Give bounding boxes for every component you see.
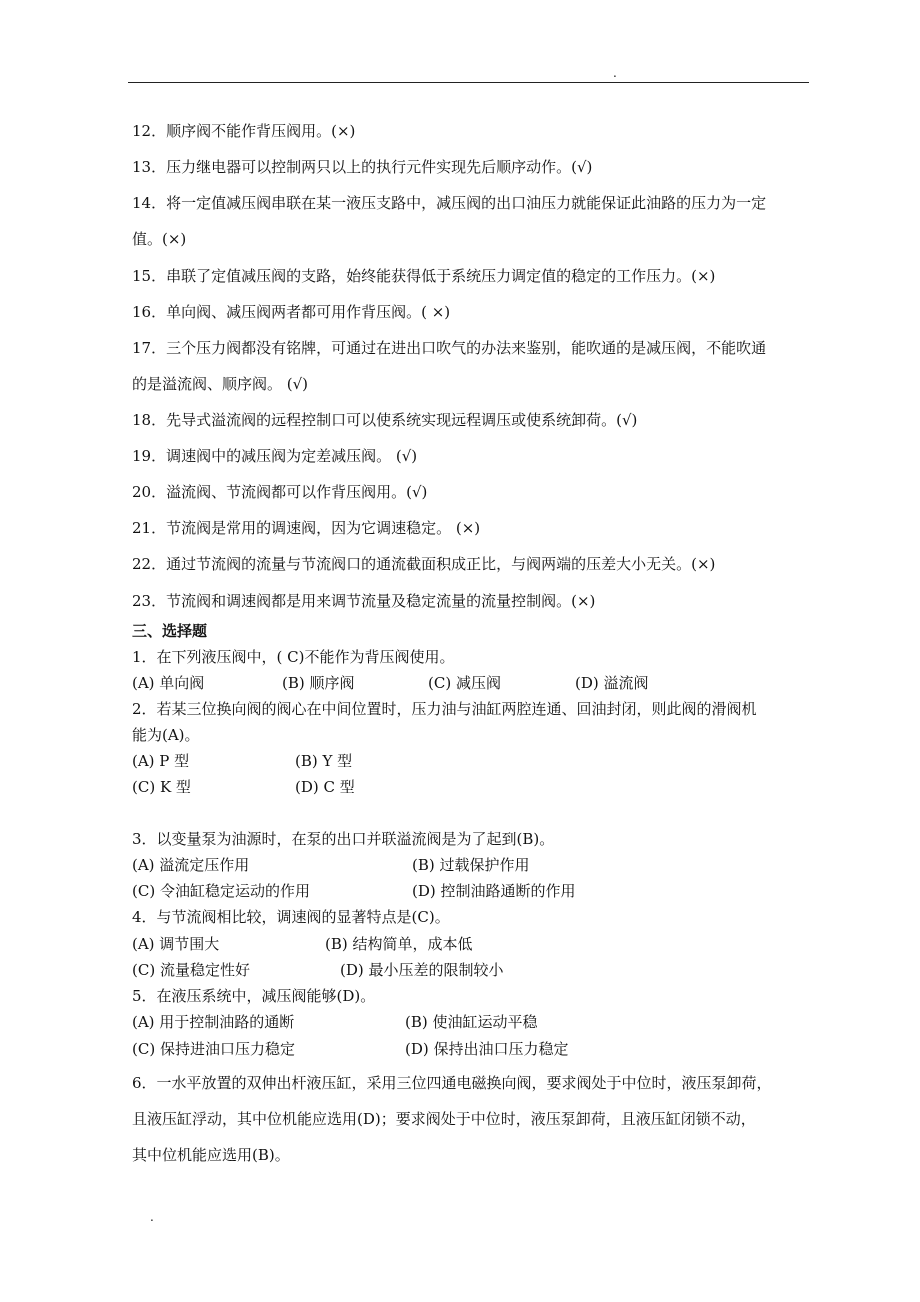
q4-option-a: (A) 调节围大 bbox=[132, 935, 220, 953]
tf-item-19: 19．调速阀中的减压阀为定差减压阀。 (√) bbox=[132, 447, 418, 465]
q4-option-d: (D) 最小压差的限制较小 bbox=[340, 961, 504, 979]
q1-option-a: (A) 单向阀 bbox=[132, 674, 205, 692]
q1-option-c: (C) 减压阀 bbox=[428, 674, 501, 692]
q5-option-a: (A) 用于控制油路的通断 bbox=[132, 1013, 295, 1031]
tf-item-21: 21．节流阀是常用的调速阀，因为它调速稳定。 (×) bbox=[132, 519, 481, 537]
q2-option-a: (A) P 型 bbox=[132, 752, 190, 770]
header-mark: . bbox=[613, 66, 617, 80]
q3-option-b: (B) 过载保护作用 bbox=[412, 856, 530, 874]
mc-question-4: 4．与节流阀相比较，调速阀的显著特点是(C)。 bbox=[132, 908, 450, 926]
mc-question-6-cont-2: 其中位机能应选用(B)。 bbox=[132, 1146, 290, 1164]
q2-option-d: (D) C 型 bbox=[295, 778, 355, 796]
tf-item-20: 20．溢流阀、节流阀都可以作背压阀用。(√) bbox=[132, 483, 428, 501]
q4-option-b: (B) 结构简单，成本低 bbox=[325, 935, 473, 953]
tf-item-22: 22．通过节流阀的流量与节流阀口的通流截面积成正比，与阀两端的压差大小无关。(×) bbox=[132, 555, 716, 573]
footer-mark: . bbox=[150, 1210, 154, 1224]
q5-option-c: (C) 保持进油口压力稳定 bbox=[132, 1040, 295, 1058]
q1-option-b: (B) 顺序阀 bbox=[282, 674, 355, 692]
q1-option-d: (D) 溢流阀 bbox=[575, 674, 649, 692]
mc-question-5: 5．在液压系统中，减压阀能够(D)。 bbox=[132, 987, 376, 1005]
q2-option-c: (C) K 型 bbox=[132, 778, 191, 796]
q2-option-b: (B) Y 型 bbox=[295, 752, 353, 770]
tf-item-14: 14．将一定值减压阀串联在某一液压支路中，减压阀的出口油压力就能保证此油路的压力为一定 bbox=[132, 194, 767, 212]
q5-option-b: (B) 使油缸运动平稳 bbox=[405, 1013, 538, 1031]
q3-option-a: (A) 溢流定压作用 bbox=[132, 856, 250, 874]
mc-question-3: 3．以变量泵为油源时，在泵的出口并联溢流阀是为了起到(B)。 bbox=[132, 830, 555, 848]
tf-item-23: 23．节流阀和调速阀都是用来调节流量及稳定流量的流量控制阀。(×) bbox=[132, 592, 596, 610]
tf-item-12: 12．顺序阀不能作背压阀用。(×) bbox=[132, 122, 356, 140]
tf-item-18: 18．先导式溢流阀的远程控制口可以使系统实现远程调压或使系统卸荷。(√) bbox=[132, 411, 638, 429]
q5-option-d: (D) 保持出油口压力稳定 bbox=[405, 1040, 569, 1058]
mc-question-2: 2．若某三位换向阀的阀心在中间位置时，压力油与油缸两腔连通、回油封闭，则此阀的滑阀机 bbox=[132, 700, 757, 718]
tf-item-16: 16．单向阀、减压阀两者都可用作背压阀。( ×) bbox=[132, 303, 451, 321]
q3-option-d: (D) 控制油路通断的作用 bbox=[412, 882, 576, 900]
mc-question-6: 6．一水平放置的双伸出杆液压缸，采用三位四通电磁换向阀，要求阀处于中位时，液压泵卸荷， bbox=[132, 1074, 772, 1092]
tf-item-17-cont: 的是溢流阀、顺序阀。 (√) bbox=[132, 375, 309, 393]
mc-question-1: 1．在下列液压阀中，( C)不能作为背压阀使用。 bbox=[132, 648, 455, 666]
mc-question-2-cont: 能为(A)。 bbox=[132, 726, 200, 744]
section-heading: 三、选择题 bbox=[132, 622, 208, 640]
tf-item-17: 17．三个压力阀都没有铭牌，可通过在进出口吹气的办法来鉴别，能吹通的是减压阀，不能吹通 bbox=[132, 339, 767, 357]
tf-item-13: 13．压力继电器可以控制两只以上的执行元件实现先后顺序动作。(√) bbox=[132, 158, 593, 176]
tf-item-15: 15．串联了定值减压阀的支路，始终能获得低于系统压力调定值的稳定的工作压力。(×) bbox=[132, 267, 716, 285]
q4-option-c: (C) 流量稳定性好 bbox=[132, 961, 250, 979]
mc-question-6-cont-1: 且液压缸浮动，其中位机能应选用(D)；要求阀处于中位时，液压泵卸荷，且液压缸闭锁不动， bbox=[132, 1110, 756, 1128]
q3-option-c: (C) 令油缸稳定运动的作用 bbox=[132, 882, 310, 900]
header-rule bbox=[128, 82, 809, 83]
tf-item-14-cont: 值。(×) bbox=[132, 230, 187, 248]
